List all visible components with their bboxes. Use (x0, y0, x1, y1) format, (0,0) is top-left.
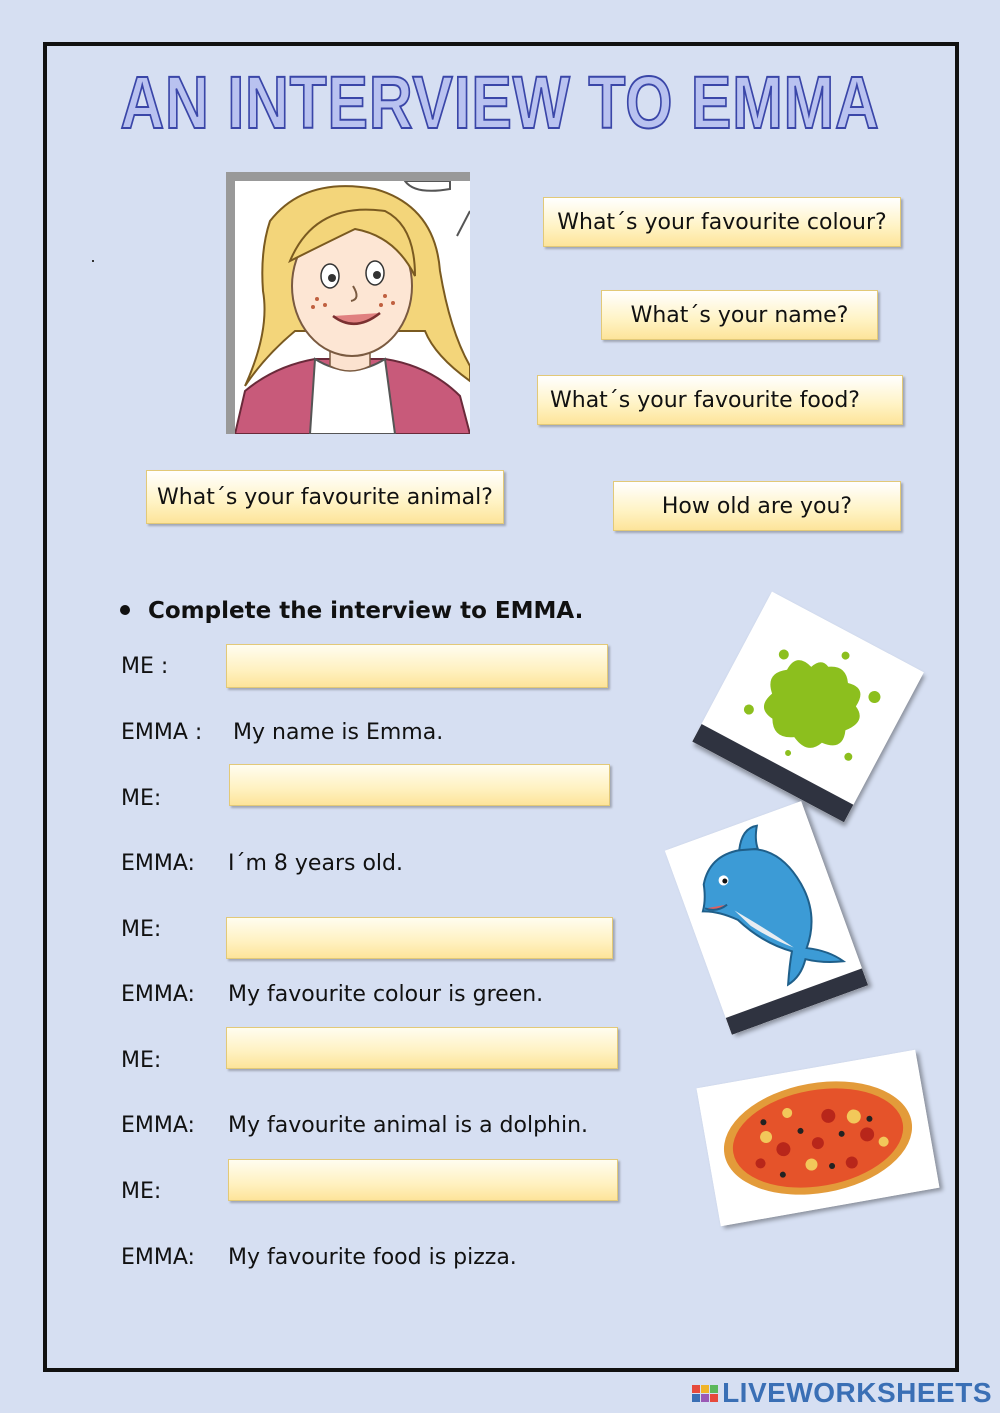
emma-answer-1: My name is Emma. (233, 720, 444, 745)
emma-label-3: EMMA: (121, 982, 195, 1007)
question-animal-text: What´s your favourite animal? (157, 484, 493, 510)
me-label-1: ME : (121, 654, 169, 679)
brand-name: LIVEWORKSHEETS (722, 1377, 992, 1408)
me-label-2: ME: (121, 786, 162, 811)
me-label-3: ME: (121, 917, 162, 942)
instruction-text: Complete the interview to EMMA. (148, 598, 584, 624)
question-food-text: What´s your favourite food? (550, 387, 860, 413)
me-label-5: ME: (121, 1179, 162, 1204)
emma-label-4: EMMA: (121, 1113, 195, 1138)
answer-field-2[interactable] (229, 764, 610, 806)
emma-answer-2: I´m 8 years old. (228, 851, 403, 876)
liveworksheets-logo[interactable] (692, 1377, 992, 1409)
me-label-4: ME: (121, 1048, 162, 1073)
answer-field-5[interactable] (228, 1159, 618, 1201)
emma-label-1: EMMA : (121, 720, 203, 745)
girl-illustration (235, 181, 470, 434)
question-name-box[interactable] (601, 290, 878, 340)
answer-field-1[interactable] (226, 644, 608, 688)
instruction-heading (120, 598, 583, 624)
emma-answer-3: My favourite colour is green. (228, 982, 544, 1007)
answer-field-4[interactable] (226, 1027, 618, 1069)
stray-dot (92, 260, 94, 262)
question-age-text: How old are you? (661, 493, 853, 519)
page-title: AN INTERVIEW TO EMMA (120, 61, 880, 144)
emma-label-5: EMMA: (121, 1245, 195, 1270)
emma-illustration (226, 172, 470, 434)
question-colour-text: What´s your favourite colour? (557, 209, 887, 235)
bullet-icon (120, 605, 130, 615)
question-food-box[interactable] (537, 375, 903, 425)
liveworksheets-logo-icon (692, 1385, 718, 1402)
question-animal-box[interactable] (146, 470, 504, 524)
question-age-box[interactable] (613, 481, 901, 531)
question-colour-box[interactable] (543, 197, 901, 247)
emma-label-2: EMMA: (121, 851, 195, 876)
emma-answer-4: My favourite animal is a dolphin. (228, 1113, 589, 1138)
answer-field-3[interactable] (226, 917, 613, 959)
emma-answer-5: My favourite food is pizza. (228, 1245, 517, 1270)
question-name-text: What´s your name? (630, 302, 849, 328)
